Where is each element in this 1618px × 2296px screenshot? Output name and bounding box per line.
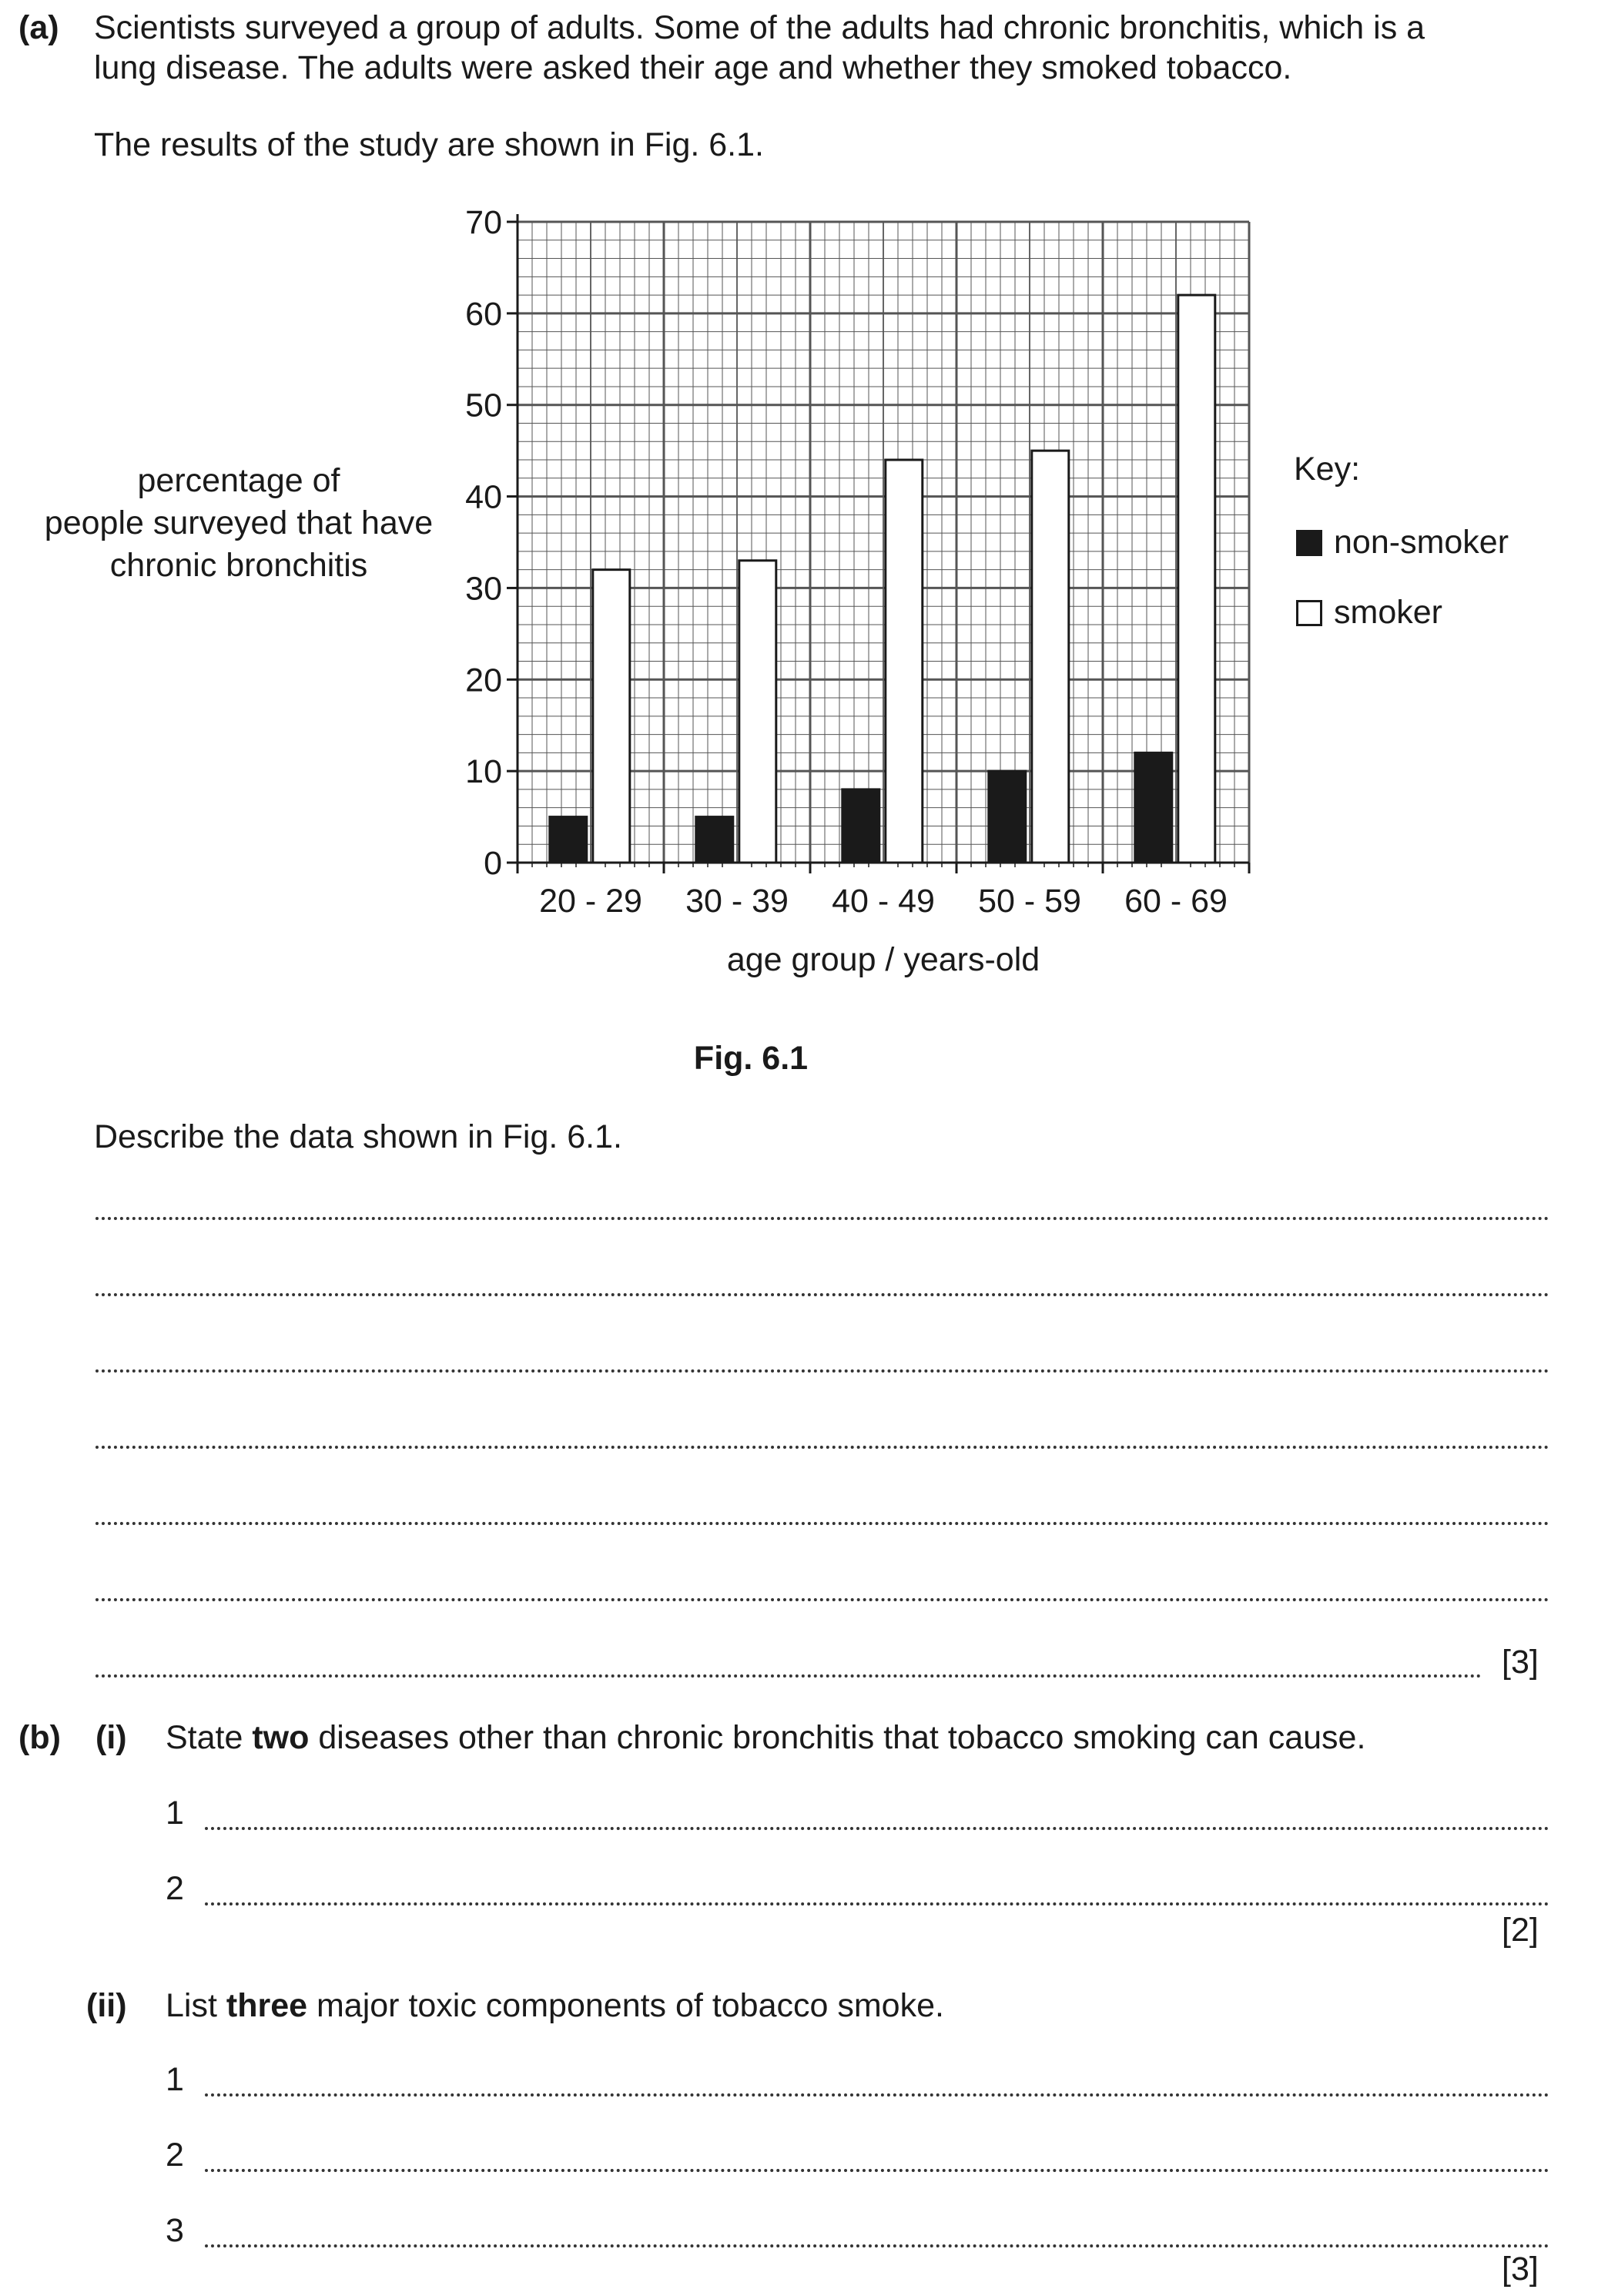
legend-label-non-smoker: non-smoker bbox=[1334, 524, 1509, 561]
part-b-i-label: (i) bbox=[95, 1719, 127, 1756]
legend-label-smoker: smoker bbox=[1334, 594, 1442, 631]
marks-b-ii: [3] bbox=[1502, 2251, 1539, 2288]
y-tick-label: 30 bbox=[465, 570, 502, 608]
y-axis-label-line-1: percentage of bbox=[137, 462, 340, 499]
answer-line-b-ii-1[interactable] bbox=[205, 2093, 1549, 2097]
answer-line-b-i-1[interactable] bbox=[205, 1827, 1549, 1830]
bar-smoker-5 bbox=[1178, 295, 1215, 863]
y-axis-label-line-3: chronic bronchitis bbox=[109, 547, 368, 584]
x-tick-label: 20 - 29 bbox=[539, 883, 642, 920]
x-axis-label: age group / years-old bbox=[726, 941, 1040, 978]
y-tick-label: 40 bbox=[465, 478, 502, 516]
legend-swatch-non-smoker bbox=[1296, 530, 1322, 556]
answer-line-a-5[interactable] bbox=[95, 1522, 1549, 1525]
answer-line-b-i-2[interactable] bbox=[205, 1902, 1549, 1906]
part-a-label: (a) bbox=[18, 9, 59, 46]
bar-non-smoker-1 bbox=[550, 817, 587, 863]
answer-line-b-ii-2[interactable] bbox=[205, 2169, 1549, 2172]
answer-number-b-ii-2: 2 bbox=[166, 2137, 184, 2174]
x-tick-label: 40 - 49 bbox=[832, 883, 935, 920]
question-a: Describe the data shown in Fig. 6.1. bbox=[94, 1118, 622, 1155]
question-b-i-post: diseases other than chronic bronchitis that tobacco smoking can cause. bbox=[309, 1719, 1366, 1756]
marks-b-i: [2] bbox=[1502, 1912, 1539, 1949]
y-axis-label-line-2: people surveyed that have bbox=[44, 504, 434, 541]
legend-title: Key: bbox=[1294, 451, 1361, 488]
intro-line-1: Scientists surveyed a group of adults. Some of the adults had chronic bronchitis, which is a bbox=[94, 9, 1425, 46]
answer-line-a-1[interactable] bbox=[95, 1217, 1549, 1220]
answer-number-b-ii-1: 1 bbox=[166, 2061, 184, 2098]
bar-non-smoker-3 bbox=[842, 789, 879, 863]
answer-line-a-4[interactable] bbox=[95, 1446, 1549, 1449]
answer-line-b-ii-3[interactable] bbox=[205, 2244, 1549, 2247]
y-tick-label: 50 bbox=[465, 387, 502, 424]
question-b-ii-emphasis: three bbox=[226, 1987, 308, 2024]
answer-number-b-ii-3: 3 bbox=[166, 2212, 184, 2249]
bar-smoker-3 bbox=[886, 460, 923, 863]
question-b-i bbox=[166, 1719, 1365, 1757]
intro-line-2: lung disease. The adults were asked their age and whether they smoked tobacco. bbox=[94, 49, 1292, 86]
answer-number-b-i-2: 2 bbox=[166, 1870, 184, 1907]
answer-line-a-3[interactable] bbox=[95, 1369, 1549, 1373]
answer-line-a-7[interactable] bbox=[95, 1674, 1482, 1678]
x-tick-label: 50 - 59 bbox=[978, 883, 1081, 920]
figure-caption: Fig. 6.1 bbox=[693, 1040, 809, 1077]
answer-line-a-6[interactable] bbox=[95, 1598, 1549, 1601]
question-b-i-pre: State bbox=[166, 1719, 253, 1756]
part-b-label: (b) bbox=[18, 1719, 61, 1756]
answer-line-a-2[interactable] bbox=[95, 1293, 1549, 1296]
x-tick-label: 60 - 69 bbox=[1124, 883, 1228, 920]
bar-chart bbox=[0, 0, 1618, 1001]
bar-smoker-2 bbox=[739, 561, 776, 863]
bar-smoker-1 bbox=[593, 570, 630, 863]
question-b-ii bbox=[166, 1987, 944, 2025]
marks-a: [3] bbox=[1502, 1644, 1539, 1681]
bar-smoker-4 bbox=[1032, 451, 1069, 863]
y-tick-label: 60 bbox=[465, 295, 502, 333]
bar-non-smoker-2 bbox=[696, 817, 733, 863]
question-b-ii-pre: List bbox=[166, 1987, 226, 2024]
y-tick-label: 10 bbox=[465, 753, 502, 791]
question-b-ii-post: major toxic components of tobacco smoke. bbox=[307, 1987, 944, 2024]
results-text: The results of the study are shown in Fig. 6.1. bbox=[94, 126, 764, 163]
question-b-i-emphasis: two bbox=[252, 1719, 310, 1756]
part-b-ii-label: (ii) bbox=[86, 1987, 127, 2024]
y-tick-label: 0 bbox=[484, 845, 502, 882]
bar-non-smoker-4 bbox=[989, 771, 1026, 863]
answer-number-b-i-1: 1 bbox=[166, 1795, 184, 1832]
y-tick-label: 70 bbox=[465, 204, 502, 241]
y-tick-label: 20 bbox=[465, 662, 502, 699]
bar-non-smoker-5 bbox=[1135, 752, 1172, 863]
legend-swatch-smoker bbox=[1296, 600, 1322, 626]
x-tick-label: 30 - 39 bbox=[685, 883, 789, 920]
